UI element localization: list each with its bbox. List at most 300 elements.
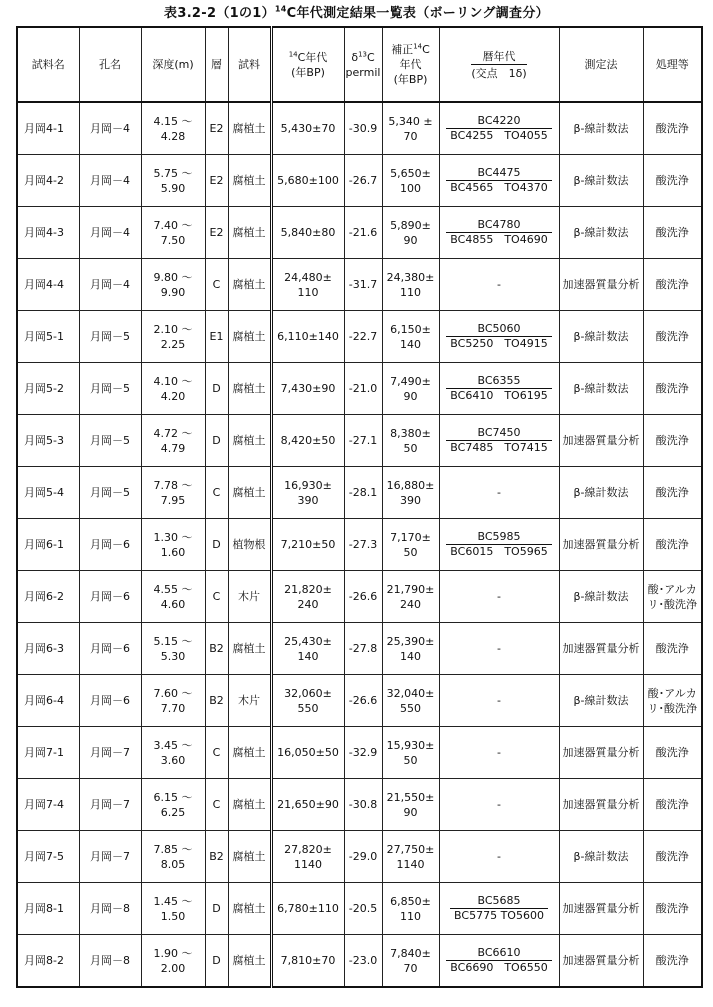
- cell-c14-age: 32,060± 550: [271, 675, 344, 727]
- table-row: [17, 779, 702, 831]
- depth-to: 5.30: [160, 649, 186, 663]
- table-row: [17, 935, 702, 988]
- corr-error: 90: [403, 389, 418, 403]
- depth-to: 3.60: [160, 753, 186, 767]
- cal-range: BC6410 TO6195: [446, 388, 551, 403]
- cell-hole: 月岡－6: [79, 623, 141, 675]
- header-c14-sup: 14: [288, 49, 298, 58]
- cell-layer: D: [205, 415, 228, 467]
- cell-depth: [141, 363, 205, 415]
- cell-sample: 月岡8-1: [17, 883, 79, 935]
- cell-material: 腐植土: [228, 935, 271, 988]
- header-treatment: 処理等: [643, 27, 702, 102]
- corr-error: 110: [400, 909, 421, 923]
- cell-depth: [141, 207, 205, 259]
- cell-c14-age: 5,840±80: [271, 207, 344, 259]
- header-delta-line2: permil: [345, 65, 381, 79]
- header-corr-sup: 14: [413, 42, 423, 51]
- cell-method: 加速器質量分析: [559, 259, 643, 311]
- corr-value: 16,880±: [386, 478, 435, 492]
- depth-to: 1.60: [160, 545, 186, 559]
- cell-c14-age: 7,210±50: [271, 519, 344, 571]
- cell-treatment: 酸洗浄: [643, 623, 702, 675]
- cell-layer: C: [205, 259, 228, 311]
- depth-from: 1.45 ～: [153, 894, 193, 908]
- corr-value: 5,340 ±: [388, 114, 433, 128]
- cell-method: β-線計数法: [559, 207, 643, 259]
- cell-method: 加速器質量分析: [559, 883, 643, 935]
- cell-corrected-age: [382, 363, 439, 415]
- cell-treatment: 酸洗浄: [643, 727, 702, 779]
- corr-value: 5,650±: [390, 166, 431, 180]
- cal-intercept: BC4220: [477, 114, 521, 127]
- corr-value: 7,170±: [390, 530, 431, 544]
- cell-treatment: 酸洗浄: [643, 259, 702, 311]
- cell-calendar-age: -: [439, 467, 559, 519]
- cell-calendar-age: -: [439, 259, 559, 311]
- cell-depth: [141, 883, 205, 935]
- cell-delta13c: -31.7: [344, 259, 382, 311]
- depth-from: 9.80 ～: [153, 270, 193, 284]
- cell-delta13c: -27.3: [344, 519, 382, 571]
- cell-calendar-age: [439, 415, 559, 467]
- cell-hole: 月岡－6: [79, 675, 141, 727]
- cal-intercept: BC5985: [477, 530, 521, 543]
- cell-hole: 月岡－6: [79, 571, 141, 623]
- cal-intercept: BC5685: [477, 894, 521, 907]
- cell-delta13c: -26.6: [344, 675, 382, 727]
- cell-material: 腐植土: [228, 831, 271, 883]
- corr-error: 90: [403, 233, 418, 247]
- cell-layer: E1: [205, 311, 228, 363]
- cell-c14-age: 7,430±90: [271, 363, 344, 415]
- cell-material: 腐植土: [228, 363, 271, 415]
- corr-error: 240: [400, 597, 421, 611]
- depth-to: 8.05: [160, 857, 186, 871]
- cal-range: BC7485 TO7415: [446, 440, 551, 455]
- cell-depth: [141, 831, 205, 883]
- corr-value: 15,930±: [386, 738, 435, 752]
- title-prefix: 表3.2-2（1の1）: [164, 6, 275, 21]
- cal-range: BC6690 TO6550: [446, 960, 551, 975]
- cell-corrected-age: [382, 675, 439, 727]
- cell-sample: 月岡5-4: [17, 467, 79, 519]
- cell-treatment: 酸洗浄: [643, 155, 702, 207]
- cell-method: 加速器質量分析: [559, 415, 643, 467]
- cell-treatment: 酸洗浄: [643, 207, 702, 259]
- cell-delta13c: -26.7: [344, 155, 382, 207]
- cell-corrected-age: [382, 415, 439, 467]
- cell-hole: 月岡－5: [79, 415, 141, 467]
- cell-layer: D: [205, 883, 228, 935]
- cell-layer: C: [205, 727, 228, 779]
- cell-sample: 月岡7-5: [17, 831, 79, 883]
- corr-error: 110: [400, 285, 421, 299]
- cell-layer: B2: [205, 623, 228, 675]
- depth-to: 2.25: [160, 337, 186, 351]
- cell-corrected-age: [382, 467, 439, 519]
- corr-value: 8,380±: [390, 426, 431, 440]
- header-cal-line1: 暦年代: [471, 49, 526, 65]
- header-c14-age: [271, 27, 344, 102]
- depth-to: 4.20: [160, 389, 186, 403]
- header-method: 測定法: [559, 27, 643, 102]
- table-title: [0, 2, 713, 22]
- cell-depth: [141, 415, 205, 467]
- cell-sample: 月岡6-1: [17, 519, 79, 571]
- cell-hole: 月岡－5: [79, 363, 141, 415]
- cell-corrected-age: [382, 519, 439, 571]
- cell-method: 加速器質量分析: [559, 935, 643, 988]
- cell-method: β-線計数法: [559, 571, 643, 623]
- cell-hole: 月岡－4: [79, 259, 141, 311]
- header-hole: 孔名: [79, 27, 141, 102]
- depth-from: 7.60 ～: [153, 686, 193, 700]
- cell-sample: 月岡8-2: [17, 935, 79, 988]
- header-delta-post: C: [366, 50, 375, 64]
- cell-material: 植物根: [228, 519, 271, 571]
- cell-hole: 月岡－7: [79, 727, 141, 779]
- table-row: [17, 467, 702, 519]
- cell-treatment: 酸洗浄: [643, 467, 702, 519]
- cell-treatment: 酸洗浄: [643, 415, 702, 467]
- cell-depth: [141, 571, 205, 623]
- depth-to: 9.90: [160, 285, 186, 299]
- corr-value: 7,840±: [390, 946, 431, 960]
- cell-hole: 月岡－8: [79, 883, 141, 935]
- cell-depth: [141, 467, 205, 519]
- header-delta13c: [344, 27, 382, 102]
- cell-depth: [141, 102, 205, 155]
- corr-error: 70: [403, 961, 418, 975]
- cell-corrected-age: [382, 779, 439, 831]
- cell-depth: [141, 779, 205, 831]
- cell-sample: 月岡5-3: [17, 415, 79, 467]
- cell-corrected-age: [382, 259, 439, 311]
- depth-from: 7.78 ～: [153, 478, 193, 492]
- title-superscript: 14: [274, 4, 287, 14]
- cell-delta13c: -28.1: [344, 467, 382, 519]
- cell-layer: C: [205, 571, 228, 623]
- header-delta-pre: δ: [351, 50, 359, 64]
- cell-method: β-線計数法: [559, 155, 643, 207]
- title-main: C年代測定結果一覧表（ボーリング調査分）: [286, 6, 549, 21]
- header-corr-line3: (年BP): [393, 73, 428, 86]
- cal-range: BC6015 TO5965: [446, 544, 551, 559]
- cell-treatment: 酸洗浄: [643, 883, 702, 935]
- header-corr-line2: 年代: [399, 58, 422, 71]
- cell-treatment: 酸洗浄: [643, 519, 702, 571]
- cell-depth: [141, 675, 205, 727]
- cell-treatment: 酸･アルカ リ･酸洗浄: [643, 675, 702, 727]
- cell-depth: [141, 623, 205, 675]
- cell-calendar-age: [439, 155, 559, 207]
- corr-error: 140: [400, 337, 421, 351]
- cal-range: BC4565 TO4370: [446, 180, 551, 195]
- table-body: [17, 102, 702, 987]
- cell-calendar-age: [439, 311, 559, 363]
- cell-hole: 月岡－7: [79, 831, 141, 883]
- depth-to: 7.70: [160, 701, 186, 715]
- depth-to: 1.50: [160, 909, 186, 923]
- table-row: [17, 883, 702, 935]
- header-sample: 試料名: [17, 27, 79, 102]
- cell-treatment: 酸洗浄: [643, 311, 702, 363]
- depth-from: 1.90 ～: [153, 946, 193, 960]
- header-layer: 層: [205, 27, 228, 102]
- header-corrected-age: [382, 27, 439, 102]
- cell-corrected-age: [382, 883, 439, 935]
- cell-treatment: 酸洗浄: [643, 779, 702, 831]
- cal-range: BC5250 TO4915: [446, 336, 551, 351]
- cell-depth: [141, 259, 205, 311]
- header-depth: 深度(m): [141, 27, 205, 102]
- table-row: [17, 259, 702, 311]
- cell-delta13c: -27.1: [344, 415, 382, 467]
- table-row: [17, 415, 702, 467]
- cell-material: 木片: [228, 571, 271, 623]
- table-row: [17, 831, 702, 883]
- depth-to: 4.28: [160, 129, 186, 143]
- corr-value: 21,550±: [386, 790, 435, 804]
- corr-value: 6,850±: [390, 894, 431, 908]
- cell-method: β-線計数法: [559, 363, 643, 415]
- cell-c14-age: 16,930± 390: [271, 467, 344, 519]
- cell-material: 腐植土: [228, 102, 271, 155]
- table-row: [17, 727, 702, 779]
- cell-c14-age: 6,110±140: [271, 311, 344, 363]
- cell-material: 腐植土: [228, 467, 271, 519]
- cell-material: 腐植土: [228, 155, 271, 207]
- corr-value: 21,790±: [386, 582, 435, 596]
- header-calendar-age: [439, 27, 559, 102]
- corr-error: 50: [403, 753, 418, 767]
- cell-depth: [141, 311, 205, 363]
- cell-sample: 月岡7-1: [17, 727, 79, 779]
- cell-calendar-age: [439, 883, 559, 935]
- cell-layer: D: [205, 363, 228, 415]
- corr-error: 70: [403, 129, 418, 143]
- corr-value: 5,890±: [390, 218, 431, 232]
- cell-calendar-age: [439, 519, 559, 571]
- cell-delta13c: -30.9: [344, 102, 382, 155]
- depth-from: 5.75 ～: [153, 166, 193, 180]
- cell-hole: 月岡－8: [79, 935, 141, 988]
- cell-method: β-線計数法: [559, 831, 643, 883]
- corr-error: 550: [400, 701, 421, 715]
- cell-calendar-age: -: [439, 779, 559, 831]
- cal-range: BC5775 TO5600: [450, 908, 548, 923]
- cell-method: β-線計数法: [559, 467, 643, 519]
- header-corr-line1: 補正: [391, 43, 414, 56]
- c14-results-table: [16, 26, 703, 988]
- cell-corrected-age: [382, 155, 439, 207]
- cell-delta13c: -26.6: [344, 571, 382, 623]
- table-row: [17, 363, 702, 415]
- cell-material: 腐植土: [228, 259, 271, 311]
- cell-method: 加速器質量分析: [559, 727, 643, 779]
- depth-to: 7.50: [160, 233, 186, 247]
- cell-material: 腐植土: [228, 311, 271, 363]
- cell-corrected-age: [382, 102, 439, 155]
- corr-error: 50: [403, 441, 418, 455]
- table-row: [17, 155, 702, 207]
- cell-hole: 月岡－6: [79, 519, 141, 571]
- cell-treatment: 酸洗浄: [643, 363, 702, 415]
- cell-sample: 月岡4-4: [17, 259, 79, 311]
- cal-intercept: BC5060: [477, 322, 521, 335]
- cell-delta13c: -20.5: [344, 883, 382, 935]
- cell-depth: [141, 935, 205, 988]
- depth-from: 4.72 ～: [153, 426, 193, 440]
- cell-delta13c: -23.0: [344, 935, 382, 988]
- cell-sample: 月岡6-3: [17, 623, 79, 675]
- cell-corrected-age: [382, 831, 439, 883]
- table-row: [17, 311, 702, 363]
- corr-error: 50: [403, 545, 418, 559]
- cell-method: 加速器質量分析: [559, 779, 643, 831]
- corr-error: 1140: [396, 857, 425, 871]
- table-row: [17, 519, 702, 571]
- cell-sample: 月岡5-1: [17, 311, 79, 363]
- cell-method: β-線計数法: [559, 102, 643, 155]
- cell-sample: 月岡4-1: [17, 102, 79, 155]
- cal-range: BC4255 TO4055: [446, 128, 551, 143]
- cell-hole: 月岡－4: [79, 102, 141, 155]
- cell-treatment: 酸洗浄: [643, 102, 702, 155]
- corr-value: 32,040±: [386, 686, 435, 700]
- cell-layer: C: [205, 779, 228, 831]
- cell-hole: 月岡－7: [79, 779, 141, 831]
- cell-sample: 月岡4-2: [17, 155, 79, 207]
- cell-material: 腐植土: [228, 415, 271, 467]
- cell-delta13c: -27.8: [344, 623, 382, 675]
- table-row: [17, 675, 702, 727]
- cell-material: 腐植土: [228, 779, 271, 831]
- corr-value: 27,750±: [386, 842, 435, 856]
- cell-calendar-age: -: [439, 623, 559, 675]
- cell-material: 腐植土: [228, 207, 271, 259]
- cal-intercept: BC7450: [477, 426, 521, 439]
- cal-intercept: BC4780: [477, 218, 521, 231]
- depth-from: 7.40 ～: [153, 218, 193, 232]
- cell-calendar-age: -: [439, 727, 559, 779]
- cell-c14-age: 5,430±70: [271, 102, 344, 155]
- depth-from: 4.10 ～: [153, 374, 193, 388]
- depth-from: 5.15 ～: [153, 634, 193, 648]
- corr-error: 90: [403, 805, 418, 819]
- header-row: [17, 27, 702, 102]
- cell-treatment: 酸洗浄: [643, 935, 702, 988]
- cell-c14-age: 6,780±110: [271, 883, 344, 935]
- cell-treatment: 酸･アルカ リ･酸洗浄: [643, 571, 702, 623]
- cell-corrected-age: [382, 571, 439, 623]
- cell-depth: [141, 519, 205, 571]
- depth-to: 5.90: [160, 181, 186, 195]
- cell-delta13c: -29.0: [344, 831, 382, 883]
- cal-intercept: BC6610: [477, 946, 521, 959]
- corr-error: 390: [400, 493, 421, 507]
- corr-error: 100: [400, 181, 421, 195]
- depth-to: 4.79: [160, 441, 186, 455]
- depth-from: 7.85 ～: [153, 842, 193, 856]
- cell-depth: [141, 155, 205, 207]
- cell-treatment: 酸洗浄: [643, 831, 702, 883]
- cell-corrected-age: [382, 727, 439, 779]
- cell-corrected-age: [382, 311, 439, 363]
- cell-corrected-age: [382, 935, 439, 988]
- header-material: 試料: [228, 27, 271, 102]
- corr-value: 7,490±: [390, 374, 431, 388]
- cell-method: β-線計数法: [559, 675, 643, 727]
- depth-to: 7.95: [160, 493, 186, 507]
- table-row: [17, 571, 702, 623]
- cell-hole: 月岡－4: [79, 207, 141, 259]
- cell-calendar-age: -: [439, 675, 559, 727]
- cell-calendar-age: [439, 102, 559, 155]
- corr-error: 140: [400, 649, 421, 663]
- cell-calendar-age: [439, 935, 559, 988]
- cell-calendar-age: -: [439, 831, 559, 883]
- cell-c14-age: 8,420±50: [271, 415, 344, 467]
- cell-hole: 月岡－4: [79, 155, 141, 207]
- cell-corrected-age: [382, 207, 439, 259]
- cell-material: 腐植土: [228, 727, 271, 779]
- cell-layer: E2: [205, 207, 228, 259]
- header-cal-line2: (交点 1δ): [471, 66, 527, 80]
- header-delta-sup: 13: [358, 49, 367, 58]
- cell-material: 木片: [228, 675, 271, 727]
- header-c14-line1: C年代: [297, 50, 328, 64]
- cell-layer: E2: [205, 102, 228, 155]
- cell-layer: B2: [205, 831, 228, 883]
- table-row: [17, 102, 702, 155]
- corr-value: 6,150±: [390, 322, 431, 336]
- cell-sample: 月岡7-4: [17, 779, 79, 831]
- cell-method: 加速器質量分析: [559, 519, 643, 571]
- cell-material: 腐植土: [228, 883, 271, 935]
- depth-from: 6.15 ～: [153, 790, 193, 804]
- cell-sample: 月岡6-4: [17, 675, 79, 727]
- cell-corrected-age: [382, 623, 439, 675]
- depth-from: 4.55 ～: [153, 582, 193, 596]
- cell-layer: D: [205, 935, 228, 988]
- cell-hole: 月岡－5: [79, 311, 141, 363]
- cell-layer: C: [205, 467, 228, 519]
- cell-sample: 月岡6-2: [17, 571, 79, 623]
- depth-to: 6.25: [160, 805, 186, 819]
- table-row: [17, 207, 702, 259]
- cell-calendar-age: [439, 363, 559, 415]
- depth-from: 4.15 ～: [153, 114, 193, 128]
- cell-depth: [141, 727, 205, 779]
- cell-sample: 月岡5-2: [17, 363, 79, 415]
- cell-delta13c: -21.0: [344, 363, 382, 415]
- cell-delta13c: -32.9: [344, 727, 382, 779]
- cell-delta13c: -21.6: [344, 207, 382, 259]
- depth-to: 4.60: [160, 597, 186, 611]
- cell-calendar-age: -: [439, 571, 559, 623]
- cell-sample: 月岡4-3: [17, 207, 79, 259]
- cell-delta13c: -30.8: [344, 779, 382, 831]
- header-c14-line2: (年BP): [291, 65, 325, 79]
- cell-calendar-age: [439, 207, 559, 259]
- cal-intercept: BC4475: [477, 166, 521, 179]
- cell-c14-age: 21,820± 240: [271, 571, 344, 623]
- depth-from: 3.45 ～: [153, 738, 193, 752]
- cell-layer: D: [205, 519, 228, 571]
- depth-from: 1.30 ～: [153, 530, 193, 544]
